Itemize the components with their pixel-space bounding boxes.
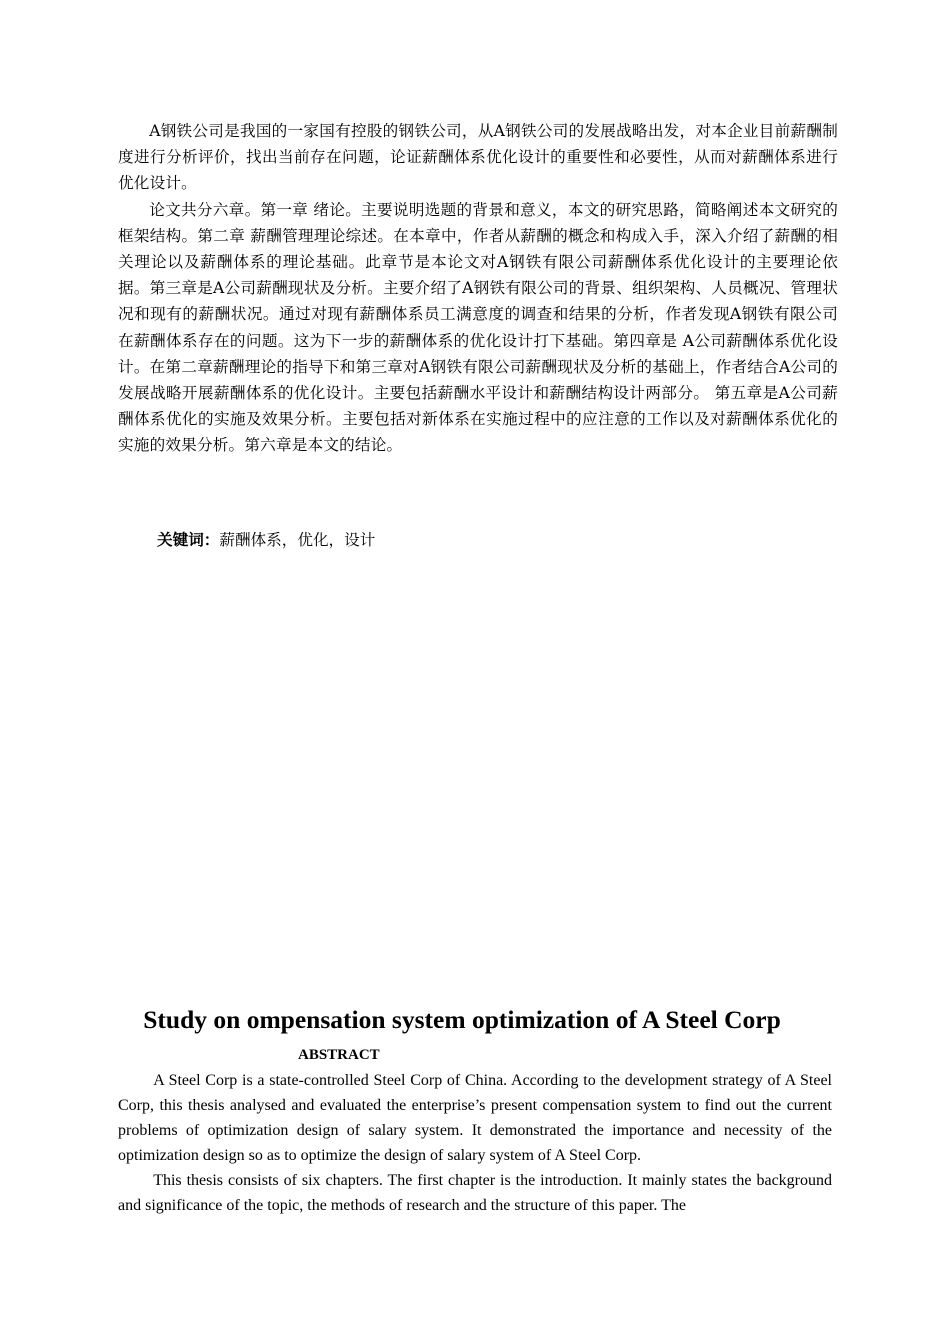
chinese-keywords (157, 527, 375, 553)
chinese-abstract-paragraph-2: 论文共分六章。第一章 绪论。主要说明选题的背景和意义，本文的研究思路，简略阐述本文研究的框架结构。第二章 薪酬管理理论综述。在本章中，作者从薪酬的概念和构成入手，深入介绍了薪酬的相关理论以及薪酬体系的理论基础。此章节是本论文对A钢铁有限公司薪酬体系优化设计的主要理论依据。第三章是A公司薪酬现状及分析。主要介绍了A钢铁有限公司的背景、组织架构、人员概况、管理状况和现有的薪酬状况。通过对现有薪酬体系员工满意度的调查和结果的分析，作者发现A钢铁有限公司在薪酬体系存在的问题。这为下一步的薪酬体系的优化设计打下基础。第四章是 A公司薪酬体系优化设计。在第二章薪酬理论的指导下和第三章对A钢铁有限公司薪酬现状及分析的基础上，作者结合A公司的发展战略开展薪酬体系的优化设计。主要包括薪酬水平设计和薪酬结构设计两部分。 第五章是A公司薪酬体系优化的实施及效果分析。主要包括对新体系在实施过程中的应注意的工作以及对薪酬体系优化的实施的效果分析。第六章是本文的结论。 (118, 200, 838, 455)
english-abstract-paragraph-1: A Steel Corp is a state-controlled Steel Corp of China. According to the development strategy of A Steel Corp, this thesis analysed and evaluated the enterprise’s present compensation system to find out the current problems of optimization design of salary system. It demonstrated the importance and necessity of the optimization design so as to optimize the design of salary system of A Steel Corp. (118, 1072, 832, 1164)
keywords-label: 关键词： (157, 531, 220, 549)
english-abstract-paragraph-2: This thesis consists of six chapters. The first chapter is the introduction. It mainly states the background and significance of the topic, the methods of research and the structure of this paper. The (118, 1172, 832, 1214)
english-title: Study on ompensation system optimization of A Steel Corp (143, 1005, 781, 1034)
keywords-value: 薪酬体系，优化，设计 (219, 531, 376, 549)
abstract-heading: ABSTRACT (298, 1047, 380, 1063)
english-abstract-body (118, 1068, 832, 1218)
chinese-abstract-body (118, 118, 838, 459)
chinese-abstract-paragraph-1: A钢铁公司是我国的一家国有控股的钢铁公司，从A钢铁公司的发展战略出发，对本企业目前薪酬制度进行分析评价，找出当前存在问题，论证薪酬体系优化设计的重要性和必要性，从而对薪酬体系进行优化设计。 (118, 122, 838, 193)
